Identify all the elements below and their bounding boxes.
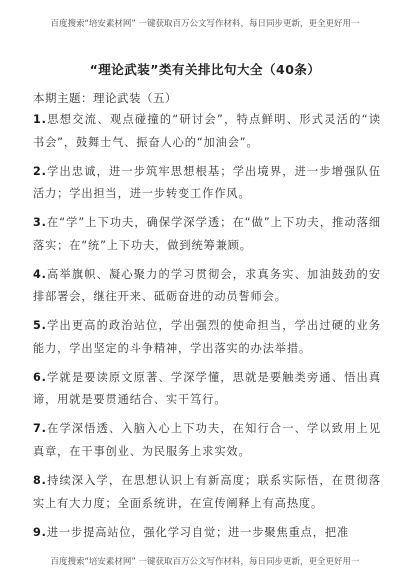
list-item [33, 367, 381, 412]
list-item [33, 161, 381, 206]
item-number: 6. [33, 370, 47, 384]
topic-line: 本期主题：理论武装（五） [33, 91, 177, 105]
list-item [33, 212, 381, 257]
top-banner: 百度搜索“培安素材网” 一键获取百万公文写作材料，每日同步更新，更全更好用一 [50, 19, 360, 29]
item-text: 高举旗帜、凝心聚力的学习贯彻会，求真务实、加油鼓劲的安排部署会，继往开来、砥砺奋进的动员誓师会。 [33, 267, 381, 304]
item-text: 持续深入学，在思想认识上有新高度；联系实际悟，在贯彻落实上有大力度；全面系统讲，在宣传阐释上有高热度。 [33, 474, 381, 510]
list-item [33, 315, 381, 360]
item-text: 在“学”上下功夫，确保学深学透；在“做”上下功夫，推动落细落实；在“统”上下功夫，做到统筹兼顾。 [33, 216, 381, 252]
list-item [33, 470, 381, 515]
item-number: 7. [33, 422, 47, 436]
bottom-banner: 百度搜索“培安素材网” 一键获取百万公文写作材料，每日同步更新，更全更好用一 [50, 557, 360, 567]
item-number: 5. [33, 319, 47, 333]
item-number: 8. [33, 474, 47, 488]
item-text: 学出忠诚，进一步筑牢思想根基；学出境界，进一步增强队伍活力；学出担当，进一步转变工作作风。 [33, 164, 381, 201]
list-item [33, 522, 381, 545]
item-text: 学就是要读原文原著、学深学懂，思就是要触类旁通、悟出真谛，用就是要贯通结合、实干笃行。 [33, 370, 381, 407]
list-item [33, 264, 381, 309]
document-body [33, 109, 381, 551]
list-item [33, 109, 381, 154]
document-title: “理论武装”类有关排比句大全（40条） [89, 62, 321, 77]
item-text: 学出更高的政治站位，学出强烈的使命担当，学出过硬的业务能力，学出坚定的斗争精神，学出落实的办法举措。 [33, 319, 381, 355]
item-number: 1. [33, 113, 47, 126]
item-text: 思想交流、观点碰撞的“研讨会”，特点鲜明、形式灵活的“读书会”，鼓舞士气、振奋人心的“加油会”。 [33, 113, 381, 149]
list-item [33, 418, 381, 463]
item-text: 进一步提高站位，强化学习自觉；进一步聚焦重点，把准 [46, 525, 350, 539]
item-number: 4. [33, 267, 47, 281]
item-number: 2. [33, 164, 47, 178]
item-number: 3. [33, 216, 47, 230]
item-number: 9. [33, 525, 47, 539]
item-text: 在学深悟透、入脑入心上下功夫，在知行合一、学以致用上见真章，在干事创业、为民服务上求实效。 [33, 422, 381, 459]
